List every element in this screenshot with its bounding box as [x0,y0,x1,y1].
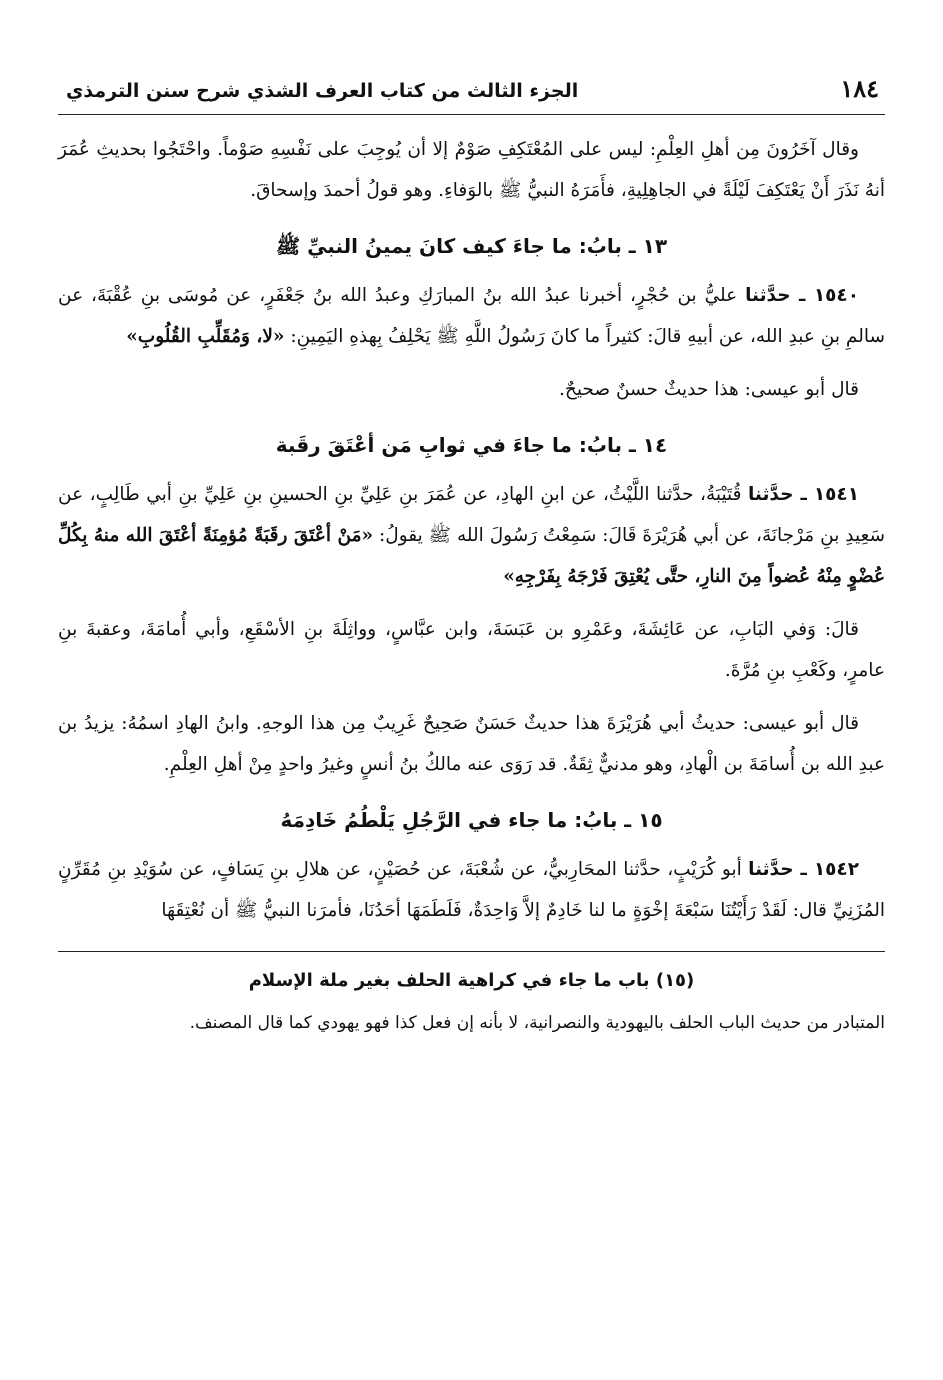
hadith-1542 [58,849,885,931]
related-narrations-1541: قالَ: وَفي البَابِ، عن عَائِشَةَ، وعَمْرِو بن عَبَسَةَ، وابن عبَّاسٍ، وواثِلَةَ بنِ الأسْقَعِ، وأبي أُمامَةَ، وعقبةَ بنِ عامرٍ، وكَعْبِ بنِ مُرَّةَ. [58,619,885,681]
footnote-title: (١٥) باب ما جاء في كراهية الحلف بغير ملة الإسلام [248,970,695,991]
running-title: الجزء الثالث من كتاب العرف الشذي شرح سنن الترمذي [66,80,579,102]
grading-1541: قال أبو عيسى: حديثُ أبي هُرَيْرَةَ هذا حديثٌ حَسَنٌ صَحِيحٌ غَرِيبٌ مِن هذا الوجهِ. وابنُ الهادِ اسمُهُ: يزيدُ بن عبدِ الله بن أُسامَةَ بن الْهادِ، وهو مدنيٌّ ثِقَةٌ. قد رَوَى عنه مالكُ بنُ أنسٍ وغيرُ واحدٍ مِنْ أهلِ العِلْمِ. [58,713,885,775]
hadith-isnad-1540: عليُّ بن حُجْرٍ، أخبرنا عبدُ الله بنُ المبارَكِ وعبدُ الله بنُ جَعْفَرٍ، عن مُوسَى بنِ عُقْبَةَ، عن سالمِ بنِ عبدِ الله، عن أبيهِ قالَ: كثيراً ما كانَ رَسُولُ اللَّهِ ﷺ يَحْلِفُ بِهذهِ اليَمِينِ: [58,285,885,347]
book-page [58,70,885,1042]
hadith-matn-1541: «مَنْ أعْتَقَ رقَبَةً مُؤمِنَةً أعْتَقَ الله منهُ بِكُلِّ عُضْوٍ مِنْهُ عُضواً مِنَ النارِ، حتَّى يُعْتِقَ فَرْجَهُ بِفَرْجِهِ» [58,525,885,587]
page-header [58,70,885,115]
hadith-isnad-1542: أبو كُرَيْبٍ، حدَّثنا المحَارِبيُّ، عن شُعْبَةَ، عن حُصَيْنٍ، عن هلالِ بنِ يَسَافٍ، عن سُوَيْدِ بنِ مُقَرِّنٍ المُزَنِيِّ قال: لَقَدْ رَأَيْتُنَا سَبْعَةَ إخْوَةٍ ما لنا خَادِمٌ إلاَّ وَاحِدَةٌ، فَلَطَمَهَا أحَدُنَا، فأمرَنا النبيُّ ﷺ أن نُعْتِقَهَا [58,859,885,921]
grading-1540: قال أبو عيسى: هذا حديثٌ حسنٌ صحيحٌ. [559,379,859,400]
hadith-1541 [58,474,885,597]
chapter-heading-13: ١٣ ـ بابُ: ما جاءَ كيف كانَ يمينُ النبيِّ ﷺ [275,234,668,258]
footnote-body: المتبادر من حديث الباب الحلف باليهودية والنصرانية، لا بأنه إن فعل كذا فهو يهودي كما قال المصنف. [189,1013,885,1033]
hadith-isnad-1541: قُتَيْبَةُ، حدَّثنا اللَّيْثُ، عن ابنِ الهادِ، عن عُمَرَ بنِ عَلِيِّ بنِ الحسينِ بنِ عَلِيِّ بنِ أبي طَالِبٍ، عن سَعِيدِ بنِ مَرْجانَةَ، عن أبي هُرَيْرَةَ قَالَ: سَمِعْتُ رَسُولَ الله ﷺ يقولُ: [58,484,885,546]
footnote-divider [58,951,885,952]
hadith-1540 [58,275,885,357]
chapter-heading-15: ١٥ ـ بابُ: ما جاء في الرَّجُلِ يَلْطُمُ خَادِمَهُ [280,808,663,832]
hadith-number-1540: ١٥٤٠ ـ حدَّثنا [745,285,859,306]
paragraph-opening: وقال آخَرُونَ مِن أهلِ العِلْمِ: ليس على المُعْتَكِفِ صَوْمٌ إلا أن يُوجِبَ على نَفْسِهِ صَوْماً. واحْتَجُوا بحديثِ عُمَرَ أنهُ نَذَرَ أَنْ يَعْتَكِفَ لَيْلَةً في الجاهِلِيةِ، فأَمَرَهُ النبيُّ ﷺ بالوَفاءِ. وهو قولُ أحمدَ وإسحاقَ. [58,139,885,201]
page-number: ١٨٤ [840,74,879,103]
hadith-number-1541: ١٥٤١ ـ حدَّثنا [747,484,859,505]
chapter-heading-14: ١٤ ـ بابُ: ما جاءَ في ثوابِ مَن أعْتَقَ رقَبة [275,433,668,457]
hadith-matn-1540: «لا، وَمُقَلِّبِ القُلُوبِ» [126,326,285,347]
hadith-number-1542: ١٥٤٢ ـ حدَّثنا [748,859,860,880]
